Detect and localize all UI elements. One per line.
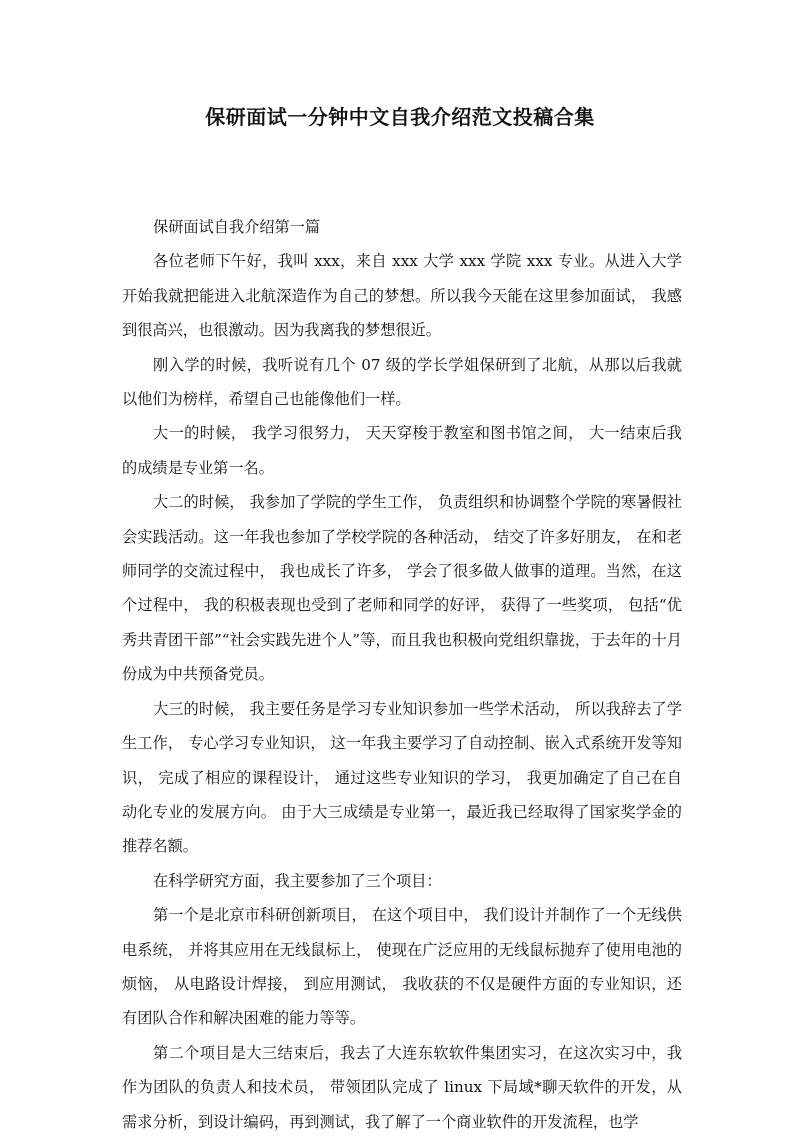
paragraph: 各位老师下午好，我叫 xxx，来自 xxx 大学 xxx 学院 xxx 专业。从进入大学开始我就把能进入北航深造作为自己的梦想。所以我今天能在这里参加面试， 我感到很高兴，也很激动。因为我离我的梦想很近。 [122, 252, 682, 340]
paragraph: 大二的时候， 我参加了学院的学生工作， 负责组织和协调整个学院的寒暑假社会实践活动。这一年我也参加了学校学院的各种活动， 结交了许多好朋友， 在和老师同学的交流过程中， 我也成长了许多， 学会了很多做人做事的道理。当然，在这个过程中， 我的积极表现也受到了老师和同学的好评， 获得了一些奖项， 包括“优秀共青团干部”“社会实践先进个人”等，而且我也积极向党组织靠拢，于去年的十月份成为中共预备党员。 [122, 493, 682, 684]
document-body [122, 210, 682, 1139]
paragraph: 第二个项目是大三结束后，我去了大连东软软件集团实习，在这次实习中，我作为团队的负责人和技术员， 带领团队完成了 linux 下局域*聊天软件的开发，从需求分析，到设计编码，再到测试，我了解了一个商业软件的开发流程，也学 [122, 1043, 682, 1131]
paragraph: 刚入学的时候，我听说有几个 07 级的学长学姐保研到了北航，从那以后我就以他们为榜样，希望自己也能像他们一样。 [122, 355, 682, 409]
document-title: 保研面试一分钟中文自我介绍范文投稿合集 [205, 105, 595, 129]
paragraph: 大三的时候， 我主要任务是学习专业知识参加一些学术活动， 所以我辞去了学生工作， 专心学习专业知识， 这一年我主要学习了自动控制、嵌入式系统开发等知识， 完成了相应的课程设计， 通过这些专业知识的学习， 我更加确定了自己在自动化专业的发展方向。 由于大三成绩是专业第一，最近我已经取得了国家奖学金的推荐名额。 [122, 699, 682, 856]
paragraph: 大一的时候， 我学习很努力， 天天穿梭于教室和图书馆之间， 大一结束后我的成绩是专业第一名。 [122, 424, 682, 477]
paragraph: 第一个是北京市科研创新项目， 在这个项目中， 我们设计并制作了一个无线供电系统， 并将其应用在无线鼠标上， 使现在广泛应用的无线鼠标抛弃了使用电池的烦恼， 从电路设计焊接， 到应用测试， 我收获的不仅是硬件方面的专业知识，还有团队合作和解决困难的能力等等。 [122, 906, 682, 1028]
paragraph: 在科学研究方面，我主要参加了三个项目： [153, 871, 442, 890]
section-heading: 保研面试自我介绍第一篇 [153, 218, 321, 236]
